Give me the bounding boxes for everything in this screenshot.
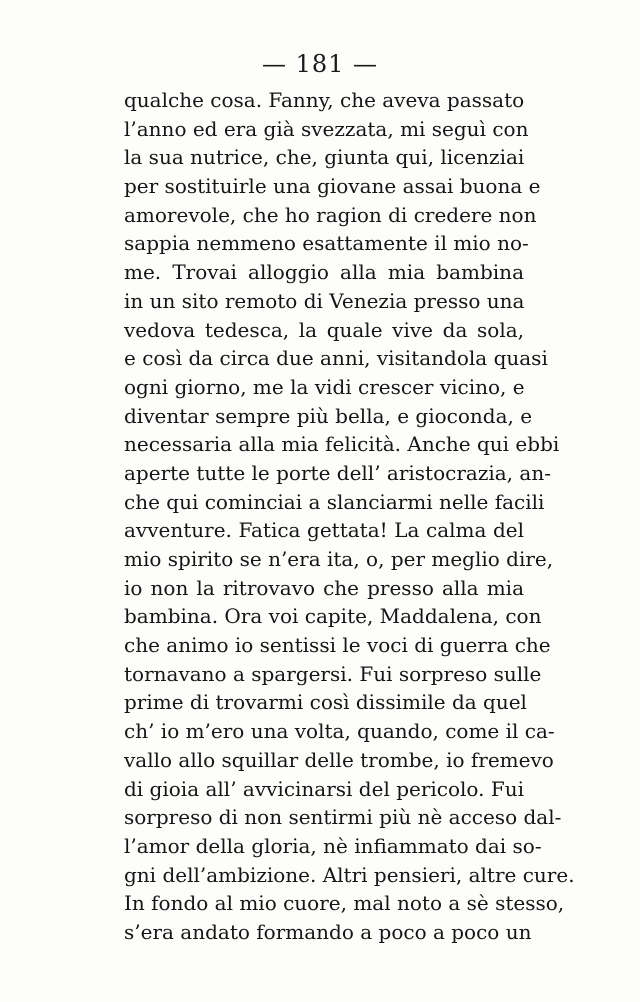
text-line-5: amorevole, che ho ragion di credere non [124,202,537,227]
text-line-2: l’anno ed era già svezzata, mi seguì con [124,116,529,141]
text-line-4: per sostituirle una giovane assai buona e [124,174,541,199]
text-line-15: che qui cominciai a slanciarmi nelle facili [124,489,545,514]
text-line-13: necessaria alla mia felicità. Anche qui ebbi [124,432,560,457]
text-line-24: vallo allo squillar delle trombe, io fremevo [124,747,554,772]
text-line-29: In fondo al mio cuore, mal noto a sè stesso, [124,891,565,916]
text-line-28: gni dell’ambizione. Altri pensieri, altre cure. [124,862,575,887]
text-line-17: mio spirito se n’era ita, o, per meglio dire, [124,547,554,571]
text-line-8: in un sito remoto di Venezia presso una [124,288,525,313]
text-line-23: ch’ io m’ero una volta, quando, come il ca- [124,719,555,744]
text-line-27: l’amor della gloria, nè infiammato dai so- [124,833,542,858]
page-number: — 181 — [261,50,379,78]
text-line-12: diventar sempre più bella, e gioconda, e [124,403,533,428]
text-line-30: s’era andato formando a poco a poco un [124,919,532,944]
text-line-21: tornavano a spargersi. Fui sorpreso sulle [124,661,542,686]
text-line-26: sorpreso di non sentirmi più nè acceso dal- [124,805,562,830]
text-line-10: e così da circa due anni, visitandola quasi [124,346,548,371]
text-line-7: me. Trovai alloggio alla mia bambina [124,260,524,285]
text-line-22: prime di trovarmi così dissimile da quel [124,690,527,715]
body-text [124,86,575,947]
text-line-16: avventure. Fatica gettata! La calma del [124,518,524,543]
text-line-6: sappia nemmeno esattamente il mio no- [124,231,529,256]
text-line-19: bambina. Ora voi capite, Maddalena, con [124,604,542,629]
text-line-1: qualche cosa. Fanny, che aveva passato [124,88,525,112]
text-line-9: vedova tedesca, la quale vive da sola, [124,317,524,342]
text-line-20: che animo io sentissi le voci di guerra che [124,633,551,658]
text-line-3: la sua nutrice, che, giunta qui, licenziai [124,145,525,170]
text-line-11: ogni giorno, me la vidi crescer vicino, e [124,374,525,399]
text-line-14: aperte tutte le porte dell’ aristocrazia, an- [124,460,551,485]
text-line-18: io non la ritrovavo che presso alla mia [124,575,524,600]
text-line-25: di gioia all’ avvicinarsi del pericolo. Fui [124,776,524,801]
